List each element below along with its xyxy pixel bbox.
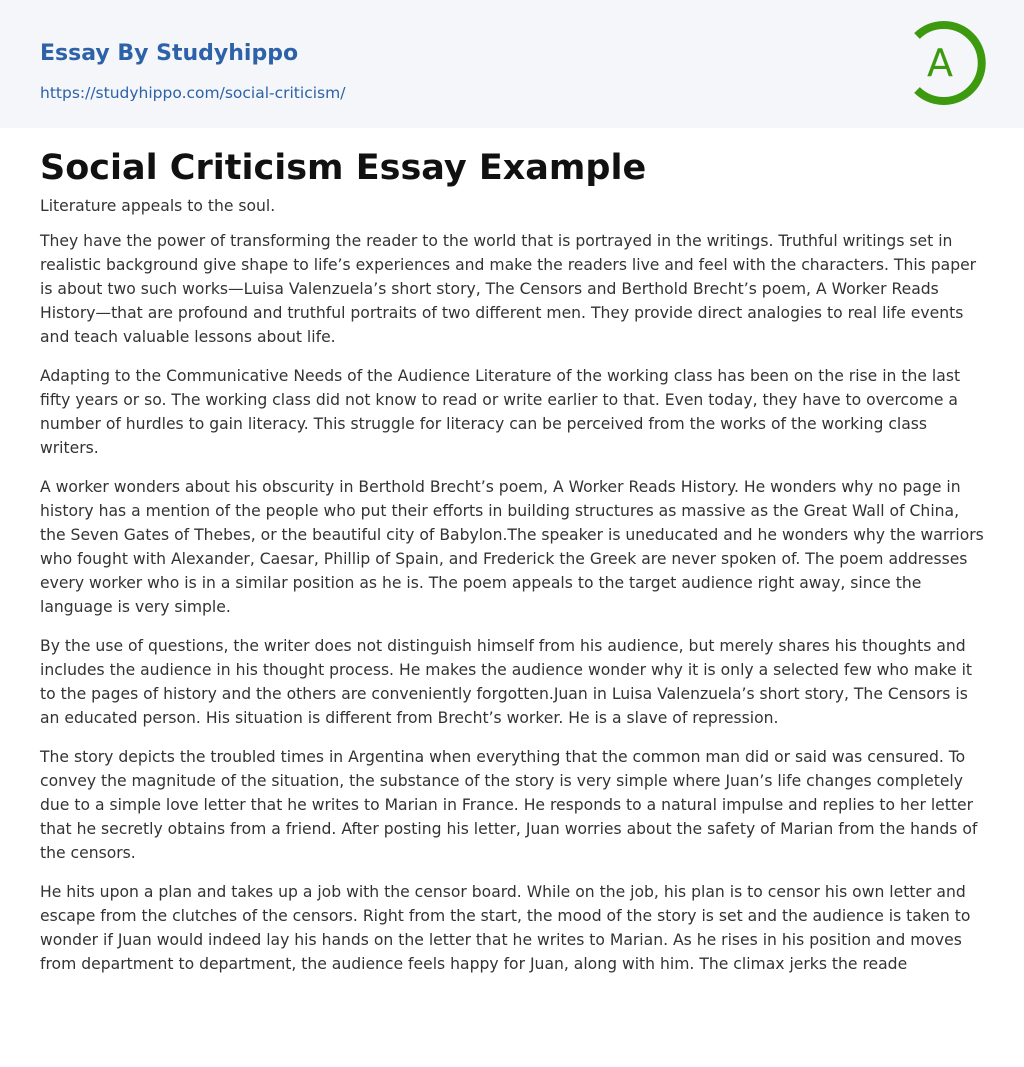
paragraph: They have the power of transforming the reader to the world that is portrayed in the writings. Truthful writings set in realistic background give shape to life’s experiences and make the readers live and feel with the characters. This paper is about two such works—Luisa Valenzuela’s short story, The Censors and Berthold Brecht’s poem, A Worker Reads History—that are profound and truthful portraits of two different men. They provide direct analogies to real life events and teach valuable lessons about life. (40, 232, 977, 346)
site-title-link[interactable]: Essay By Studyhippo (40, 41, 299, 66)
page-title: Social Criticism Essay Example (40, 148, 647, 188)
logo-letter: A (927, 41, 953, 85)
paragraph: Literature appeals to the soul. (40, 197, 276, 215)
source-url-link[interactable]: https://studyhippo.com/social-criticism/ (40, 84, 346, 102)
article (0, 128, 1024, 976)
paragraph: Adapting to the Communicative Needs of the Audience Literature of the working class has been on the rise in the last fifty years or so. The working class did not know to read or write earlier to that. Even today, they have to overcome a number of hurdles to gain literacy. This struggle for literacy can be perceived from the works of the working class writers. (40, 367, 961, 457)
paragraph: The story depicts the troubled times in Argentina when everything that the common man did or said was censured. To convey the magnitude of the situation, the substance of the story is very simple where Juan’s life changes completely due to a simple love letter that he writes to Marian in France. He responds to a natural impulse and replies to her letter that he secretly obtains from a friend. After posting his letter, Juan worries about the safety of Marian from the hands of the censors. (40, 748, 978, 862)
paragraph: He hits upon a plan and takes up a job with the censor board. While on the job, his plan is to censor his own letter and escape from the clutches of the censors. Right from the start, the mood of the story is set and the audience is taken to wonder if Juan would indeed lay his hands on the letter that he writes to Marian. As he rises in his position and moves from department to department, the audience feels happy for Juan, along with him. The climax jerks the reade (40, 883, 971, 973)
paragraph: A worker wonders about his obscurity in Berthold Brecht’s poem, A Worker Reads History. He wonders why no page in history has a mention of the people who put their efforts in building structures as massive as the Great Wall of China, the Seven Gates of Thebes, or the beautiful city of Babylon.The speaker is uneducated and he wonders why the warriors who fought with Alexander, Caesar, Phillip of Spain, and Frederick the Greek are never spoken of. The poem addresses every worker who is in a similar position as he is. The poem appeals to the target audience right away, since the language is very simple. (40, 478, 984, 616)
site-header (0, 0, 1024, 128)
article-body (40, 194, 984, 976)
studyhippo-logo-icon[interactable] (900, 18, 990, 108)
paragraph: By the use of questions, the writer does not distinguish himself from his audience, but merely shares his thoughts and includes the audience in his thought process. He makes the audience wonder why it is only a selected few who make it to the pages of history and the others are conveniently forgotten.Juan in Luisa Valenzuela’s short story, The Censors is an educated person. His situation is different from Brecht’s worker. He is a slave of repression. (40, 637, 973, 727)
